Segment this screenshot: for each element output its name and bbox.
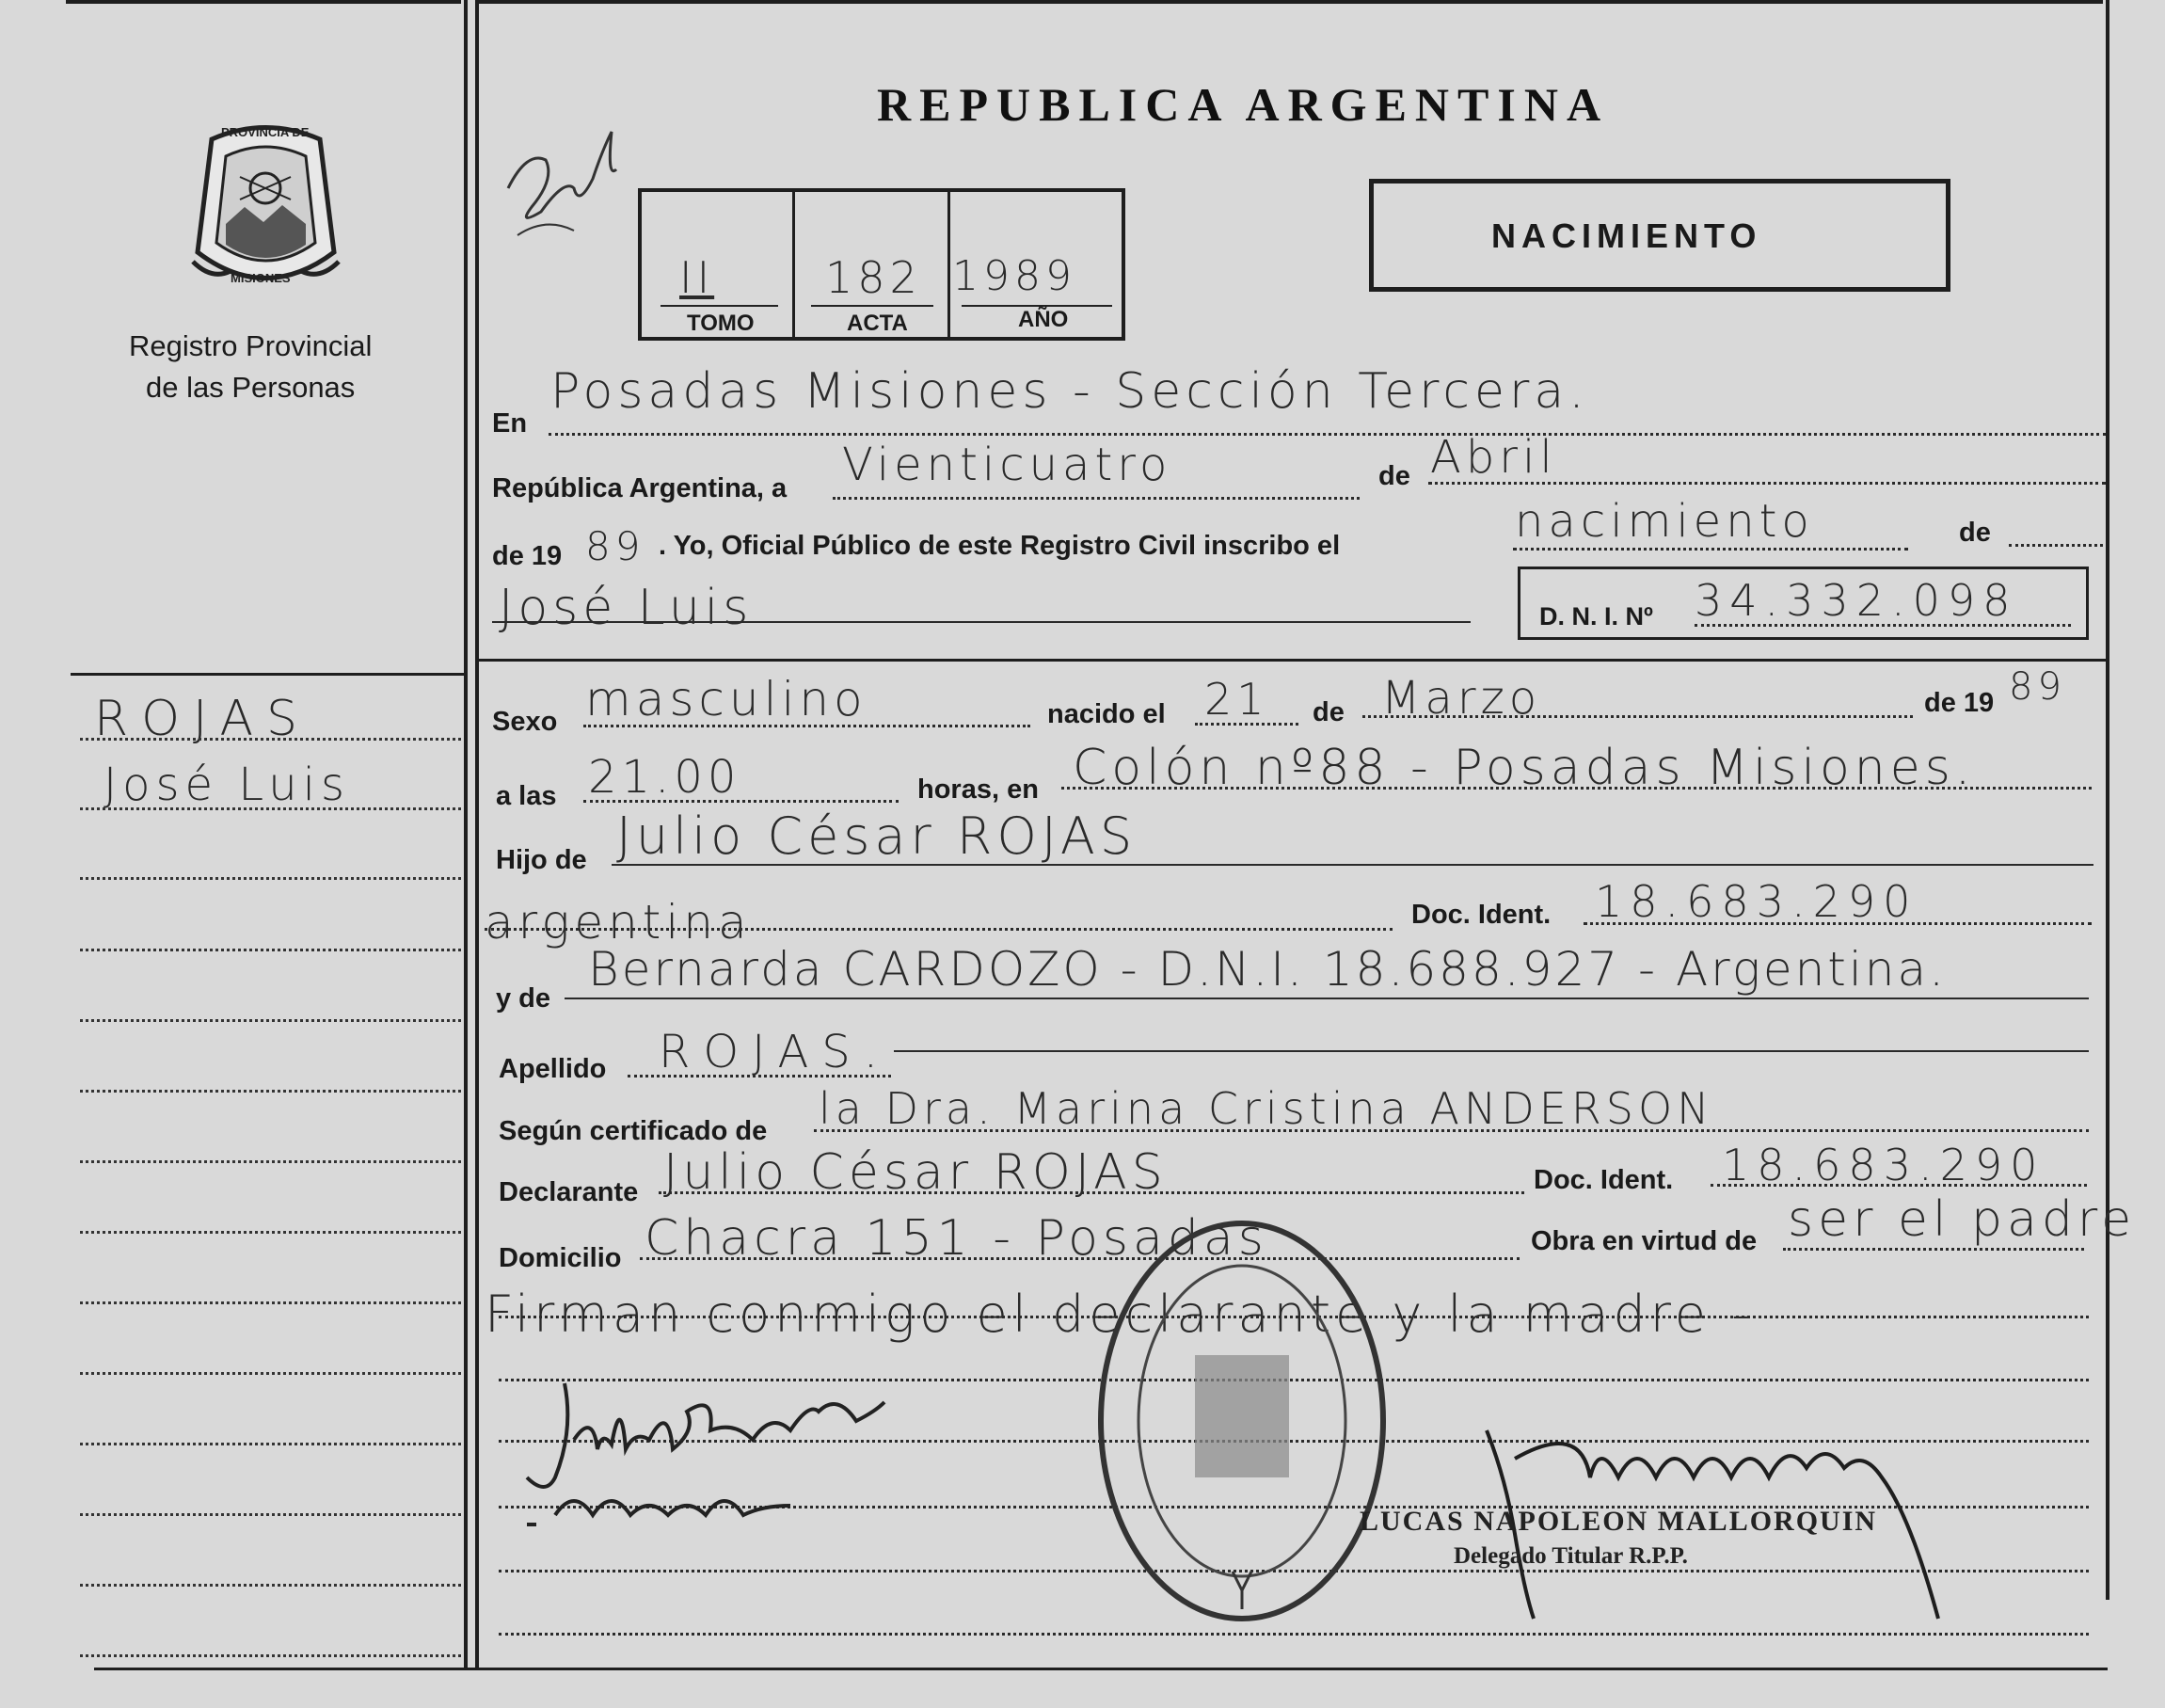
field-closing-note: Firman conmigo el declarante y la madre - [485, 1285, 1755, 1344]
label-apellido: Apellido [499, 1054, 607, 1084]
field-day: Vienticuatro [842, 439, 1172, 491]
field-act-kind: nacimiento [1515, 495, 1814, 548]
seal-bottom-text: MISIONES [231, 271, 291, 285]
margin-line [80, 807, 461, 810]
field-by-virtue-of: ser el padre [1788, 1191, 2137, 1248]
field-sex: masculino [585, 672, 868, 726]
dni-box [1518, 567, 2089, 640]
official-stamp [1091, 1214, 1393, 1628]
label-declarante: Declarante [499, 1177, 639, 1207]
label-dni: D. N. I. Nº [1539, 602, 1653, 631]
anio-value: 1989 [952, 252, 1076, 300]
field-place: Posadas Misiones - Sección Tercera. [550, 363, 1589, 420]
record-box [638, 188, 1125, 341]
label-nacido-el: nacido el [1047, 699, 1166, 729]
label-y-de: y de [496, 983, 551, 1014]
registry-line-2: de las Personas [146, 371, 356, 404]
field-birth-year-suffix: 89 [2009, 665, 2066, 709]
label-de-19b: de 19 [1924, 688, 1995, 718]
provincial-seal [183, 120, 348, 295]
field-birth-month: Marzo [1381, 672, 1542, 725]
seal-top-text: PROVINCIA DE [221, 125, 310, 139]
field-surname: ROJAS. [659, 1026, 892, 1078]
margin-given-names: José Luis [103, 758, 350, 811]
margin-line [80, 1019, 461, 1022]
acta-value: 182 [825, 252, 922, 303]
tomo-label: TOMO [687, 311, 755, 336]
margin-line [80, 1372, 461, 1375]
margin-line [80, 1301, 461, 1304]
margin-line [80, 949, 461, 951]
declarant-signature [508, 1374, 979, 1534]
page-title: REPUBLICA ARGENTINA [877, 78, 1610, 131]
field-father-nationality: argentina [485, 895, 752, 950]
label-horas-en: horas, en [917, 774, 1039, 805]
right-border [2106, 0, 2109, 1600]
label-de-5: de [1313, 697, 1345, 727]
margin-surname: ROJAS [94, 691, 311, 747]
field-time: 21.00 [588, 751, 741, 804]
label-en: En [492, 408, 528, 439]
top-left-border [66, 0, 461, 4]
act-type-box [1369, 179, 1950, 292]
official-title: Delegado Titular R.P.P. [1454, 1543, 1688, 1569]
acta-label: ACTA [847, 311, 908, 336]
label-de: de [1378, 461, 1410, 491]
margin-line [80, 1231, 461, 1234]
margin-line [80, 1443, 461, 1445]
field-domicile: Chacra 151 - Posadas [645, 1210, 1268, 1267]
label-hijo-de: Hijo de [496, 845, 587, 875]
section-divider [71, 673, 466, 676]
field-birth-day: 21 [1204, 674, 1269, 725]
label-republica: República Argentina, a [492, 473, 788, 503]
field-mother: Bernarda CARDOZO - D.N.I. 18.688.927 - Argentina. [588, 942, 1947, 997]
label-de-3: de [1959, 518, 1991, 548]
field-declarant-doc: 18.683.290 [1722, 1140, 2046, 1190]
field-birth-place: Colón nº88 - Posadas Misiones. [1073, 740, 1976, 796]
field-month: Abril [1430, 431, 1557, 484]
label-obra: Obra en virtud de [1531, 1226, 1758, 1256]
label-sexo: Sexo [492, 707, 558, 737]
official-name: LUCAS NAPOLEON MALLORQUIN [1360, 1506, 1878, 1537]
label-a-las: a las [496, 781, 557, 811]
field-father: Julio César ROJAS [616, 806, 1138, 866]
field-father-doc: 18.683.290 [1595, 876, 1918, 927]
label-doc-ident: Doc. Ident. [1411, 900, 1552, 930]
bottom-border [94, 1668, 2108, 1670]
margin-line [80, 1513, 461, 1516]
left-margin-divider [464, 0, 468, 1670]
margin-line [80, 1654, 461, 1657]
field-certificate-by: la Dra. Marina Cristina ANDERSON [819, 1083, 1714, 1134]
label-segun: Según certificado de [499, 1116, 768, 1146]
field-dni: 34.332.098 [1695, 575, 2018, 626]
margin-line [80, 738, 461, 741]
label-de-19: de 19 [492, 541, 563, 571]
act-type-label: NACIMIENTO [1491, 216, 1762, 255]
field-year-suffix: 89 [585, 523, 645, 569]
label-yo: . Yo, Oficial Público de este Registro Civil inscribo el [659, 531, 1341, 561]
margin-line [80, 1584, 461, 1587]
main-left-border [475, 0, 479, 1670]
section-divider-main [479, 659, 2107, 662]
anio-label: AÑO [1018, 307, 1069, 332]
top-main-border [475, 0, 2103, 4]
label-doc-ident-2: Doc. Ident. [1534, 1165, 1674, 1195]
registry-line-1: Registro Provincial [129, 329, 373, 362]
field-declarant: Julio César ROJAS [663, 1144, 1168, 1201]
field-name: José Luis [499, 580, 754, 636]
margin-line [80, 1090, 461, 1093]
margin-line [80, 877, 461, 880]
margin-initial-signature [489, 122, 640, 254]
label-domicilio: Domicilio [499, 1243, 622, 1273]
margin-line [80, 1160, 461, 1163]
tomo-value: II [679, 252, 715, 303]
